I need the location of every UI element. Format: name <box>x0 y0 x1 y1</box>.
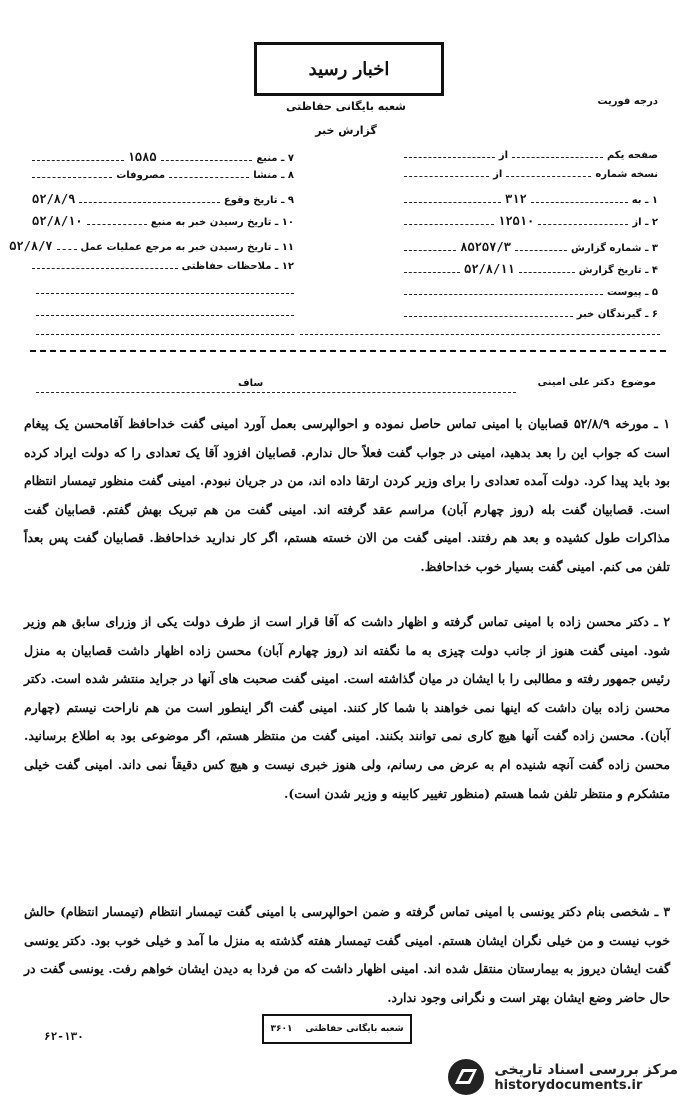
paragraph-3: ۳ ـ شخصی بنام دکتر یونسی با امینی تماس گرفته و ضمن احوالپرسی با امینی گفت تیمسار انتظام (تیمسار انتظام) حالش خوب نیست و من خیلی نگران ایشان هستم. امینی گفت تیمسار هفته گذشته به منزل ما آمد و خیلی خوب بود. دکتر یونسی گفت ایشان دیروز به بیمارستان منتقل شده اند. امینی اظهار داشت که من فردا به دیدن ایشان خواهم رفت. یونسی گفت در حال حاضر وضع ایشان بهتر است و نگرانی وجود ندارد. <box>24 904 670 1005</box>
right-field-2: ۱ ـ به ۳۱۲ <box>404 192 658 206</box>
archive-stamp-number: ۳۶۰۱ <box>270 1024 293 1034</box>
subject-label: موضوع <box>620 377 656 388</box>
subject-line <box>538 377 656 388</box>
right-field-5: ۴ ـ تاریخ گزارش ۵۲/۸/۱۱ <box>404 262 658 276</box>
left-field-1: ۸ ـ منشا مصروفات <box>32 170 294 181</box>
archive-stamp <box>262 1014 412 1044</box>
right-field-3: ۲ ـ از ۱۲۵۱۰ <box>404 214 658 228</box>
report-title: گزارش خبر <box>315 124 377 137</box>
right-field-6: ۵ ـ پیوست <box>404 287 658 298</box>
left-field-4: ۱۱ ـ تاریخ رسیدن خبر به مرجع عملیات عمل ۵۲/۸/۷ <box>9 239 294 253</box>
left-field-5: ۱۲ ـ ملاحظات حفاظتی <box>32 261 294 272</box>
margin-note: ساف <box>238 378 264 389</box>
blank-line <box>36 392 516 393</box>
section-divider <box>30 350 666 352</box>
stamp-subtitle: شعبه بایگانی حفاظتی <box>286 100 406 113</box>
blank-line <box>36 293 294 294</box>
left-field-3: ۱۰ ـ تاریخ رسیدن خبر به منبع ۵۲/۸/۱۰ <box>32 214 294 228</box>
stamp-title: اخبار رسید <box>308 58 390 80</box>
paragraph-1: ۱ ـ مورخه ۵۲/۸/۹ قصابیان با امینی تماس حاصل نموده و احوالپرسی بعمل آورد امینی گفت خداحافظ آقامحسن یک پیغام است که جواب این را بعد بدهید، امینی در جواب گفت فعلاً حال ندارم. قصابیان افزود آقا یک تعدادی را که دولت ایراد کرده بود باید پیدا کرد. دولت آمده تعدادی را برای وزیر کردن ارتقا داده اند، من در جریان نبودم. امینی گفت منظور تیمسار انتظام است. قصابیان گفت بله (روز چهارم آبان) مراسم عقد گرفته اند. امینی گفت من هم تبریک بهش گفتم. قصابیان گفت مذاکرات طول کشیده و بعد هم رفتند. امینی گفت من الان خسته هستم، اگر کار ندارید خداحافظ. قصابیان گفت پس بعداً تلفن می کنم. امینی گفت بسیار خوب خداحافظ. <box>24 416 670 574</box>
paragraph-2: ۲ ـ دکتر محسن زاده با امینی تماس گرفته و اظهار داشت که آقا قرار است از طرف دولت یکی از وزرای سابق هم وزیر شود. امینی گفت هنوز از جانب دولت چیزی به ما نگفته اند (روز چهارم آبان) محسن زاده اظهار داشت قصابیان به منزل رئیس جمهور رفته و مطالبی را با ایشان در میان گذاشته است. امینی گفت صحبت های آنها در جراید منتشر شده است. دکتر محسن زاده بیان داشت که اینها نمی خواهند با شما کار کنند. امینی گفت اگر اینطور است من هم ناراحت نیستم (چهارم آبان). محسن زاده گفت آنها هیچ کاری نمی توانند بکنند. امینی گفت من منتظر هستم، اگر موضوعی بود به اطلاع برسانید. محسن زاده گفت آنچه شنیده ام به عرض می رسانم، ولی هنوز خبری نیست و هیچ کس دقیقاً نمی داند. امینی گفت خیلی متشکرم و منتظر تلفن شما هستم (منظور تغییر کابینه و وزیر شدن است). <box>24 614 670 801</box>
archive-logo-icon <box>446 1057 486 1097</box>
right-field-4: ۳ ـ شماره گزارش ۸۵۲۵۷/۳ <box>404 240 658 254</box>
blank-line <box>36 334 294 335</box>
watermark-text-en: historydocuments.ir <box>494 1077 643 1093</box>
blank-line <box>300 334 660 335</box>
blank-line <box>36 315 294 316</box>
right-field-1: نسخه شماره از <box>404 169 658 180</box>
watermark-text-fa: مرکز بررسی اسناد تاریخی <box>494 1061 678 1078</box>
left-field-0: ۷ ـ منبع ۱۵۸۵ <box>32 150 294 164</box>
page-number: ۶۲-۱۳۰ <box>44 1030 84 1043</box>
urgency-grade: درجه فوریت <box>597 96 658 107</box>
header-stamp <box>254 42 444 96</box>
subject-value: دکتر علی امینی <box>537 377 615 388</box>
left-field-2: ۹ ـ تاریخ وقوع ۵۲/۸/۹ <box>32 192 294 206</box>
archive-stamp-text: شعبه بایگانی حفاظتی <box>305 1024 404 1034</box>
right-field-0: صفحه یکم از <box>404 150 658 161</box>
right-field-7: ۶ ـ گیرندگان خبر <box>404 309 658 320</box>
watermark <box>406 1058 678 1096</box>
